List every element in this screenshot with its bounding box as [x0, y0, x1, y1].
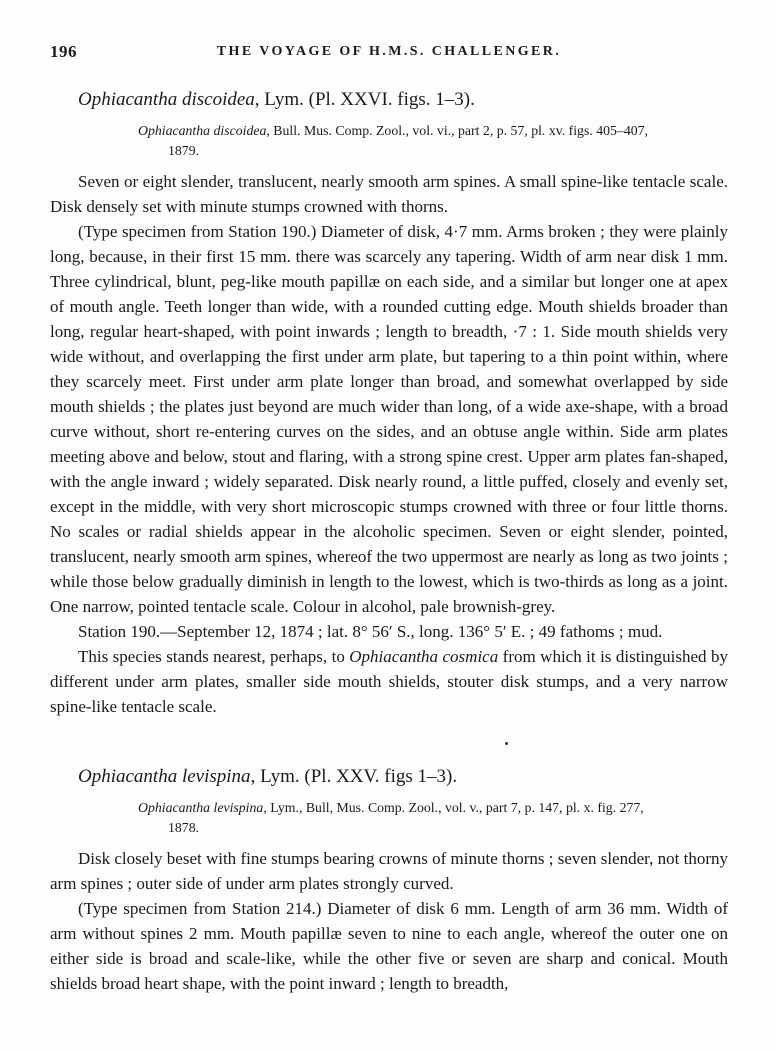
- citation-rest: , Bull. Mus. Comp. Zool., vol. vi., part 2, p. 57, pl. xv. figs. 405–407,: [266, 123, 648, 138]
- paragraph-comparison: [50, 644, 728, 719]
- citation-year: 1879.: [168, 143, 200, 158]
- paragraph-diagnosis: Disk closely beset with fine stumps bearing crowns of minute thorns ; seven slender, not thorny arm spines ; outer side of under arm plates strongly curved.: [50, 849, 728, 893]
- citation-rest: , Lym., Bull, Mus. Comp. Zool., vol. v., part 7, p. 147, pl. x. fig. 277,: [263, 800, 644, 815]
- page-header: [50, 42, 728, 64]
- species-name: Ophiacantha levispina: [78, 766, 251, 787]
- species-heading: [78, 765, 728, 789]
- species-heading: [78, 88, 728, 112]
- comparison-text-after: from which it is distinguished by different under arm plates, smaller side mouth shields, stouter disk stumps, and a very narrow spine-like tentacle scale.: [50, 647, 728, 716]
- paragraph-station: Station 190.—September 12, 1874 ; lat. 8° 56′ S., long. 136° 5′ E. ; 49 fathoms ; mud.: [78, 622, 663, 641]
- citation-reference: [138, 798, 708, 838]
- heading-rest: , Lym. (Pl. XXV. figs 1–3).: [250, 766, 458, 787]
- comparison-species-name: Ophiacantha cosmica: [349, 647, 499, 666]
- section-ophiacantha-levispina: [50, 765, 728, 996]
- section-body: [50, 169, 728, 719]
- citation-line: [138, 121, 708, 141]
- page-number: 196: [50, 42, 77, 61]
- citation-line: [138, 798, 708, 818]
- citation-reference: [138, 121, 708, 161]
- running-title: THE VOYAGE OF H.M.S. CHALLENGER.: [216, 44, 562, 59]
- citation-species-name: Ophiacantha discoidea: [138, 123, 267, 138]
- paragraph-description: (Type specimen from Station 214.) Diameter of disk 6 mm. Length of arm 36 mm. Width of arm without spines 2 mm. Mouth papillæ seven to nine to each angle, whereof the outer one on either side is broad and scale-like, while the other five or seven are sharp and conical. Mouth shields broad heart shape, with the point inward ; length to breadth,: [50, 899, 728, 993]
- species-name: Ophiacantha discoidea: [78, 89, 255, 110]
- citation-species-name: Ophiacantha levispina: [138, 800, 264, 815]
- section-ophiacantha-discoidea: [50, 88, 728, 719]
- comparison-text-before: This species stands nearest, perhaps, to: [78, 647, 350, 666]
- heading-rest: , Lym. (Pl. XXVI. figs. 1–3).: [254, 89, 475, 110]
- ink-speck: [505, 742, 508, 745]
- citation-year: 1878.: [168, 820, 200, 835]
- paragraph-description: (Type specimen from Station 190.) Diameter of disk, 4·7 mm. Arms broken ; they were plainly long, because, in their first 15 mm. there was scarcely any tapering. Width of arm near disk 1 mm. Three cylindrical, blunt, peg-like mouth papillæ on each side, and a similar but longer one at apex of mouth angle. Teeth longer than wide, with a rounded cutting edge. Mouth shields broader than long, regular heart-shaped, with point inwards ; length to breadth, ·7 : 1. Side mouth shields very wide without, and overlapping the first under arm plate, but tapering to a thin point within, where they scarcely meet. First under arm plate longer than broad, and somewhat overlapped by side mouth shields ; the plates just beyond are much wider than long, of a wide axe-shape, with a broad curve without, short re-entering curves on the sides, and an obtuse angle within. Side arm plates meeting above and below, stout and flaring, with a strong spine crest. Upper arm plates fan-shaped, with the angle inward ; widely separated. Disk nearly round, a little puffed, closely and evenly set, except in the middle, with very short microscopic stumps crowned with three or four little thorns. No scales or radial shields appear in the alcoholic specimen. Seven or eight slender, pointed, translucent, nearly smooth arm spines, whereof the two uppermost are nearly as long as two joints ; while those below gradually diminish in length to the lowest, which is two-thirds as long as a joint. One narrow, pointed tentacle scale. Colour in alcohol, pale brownish-grey.: [50, 222, 728, 616]
- section-body: [50, 846, 728, 996]
- paragraph-diagnosis: Seven or eight slender, translucent, nearly smooth arm spines. A small spine-like tentacle scale. Disk densely set with minute stumps crowned with thorns.: [50, 172, 728, 216]
